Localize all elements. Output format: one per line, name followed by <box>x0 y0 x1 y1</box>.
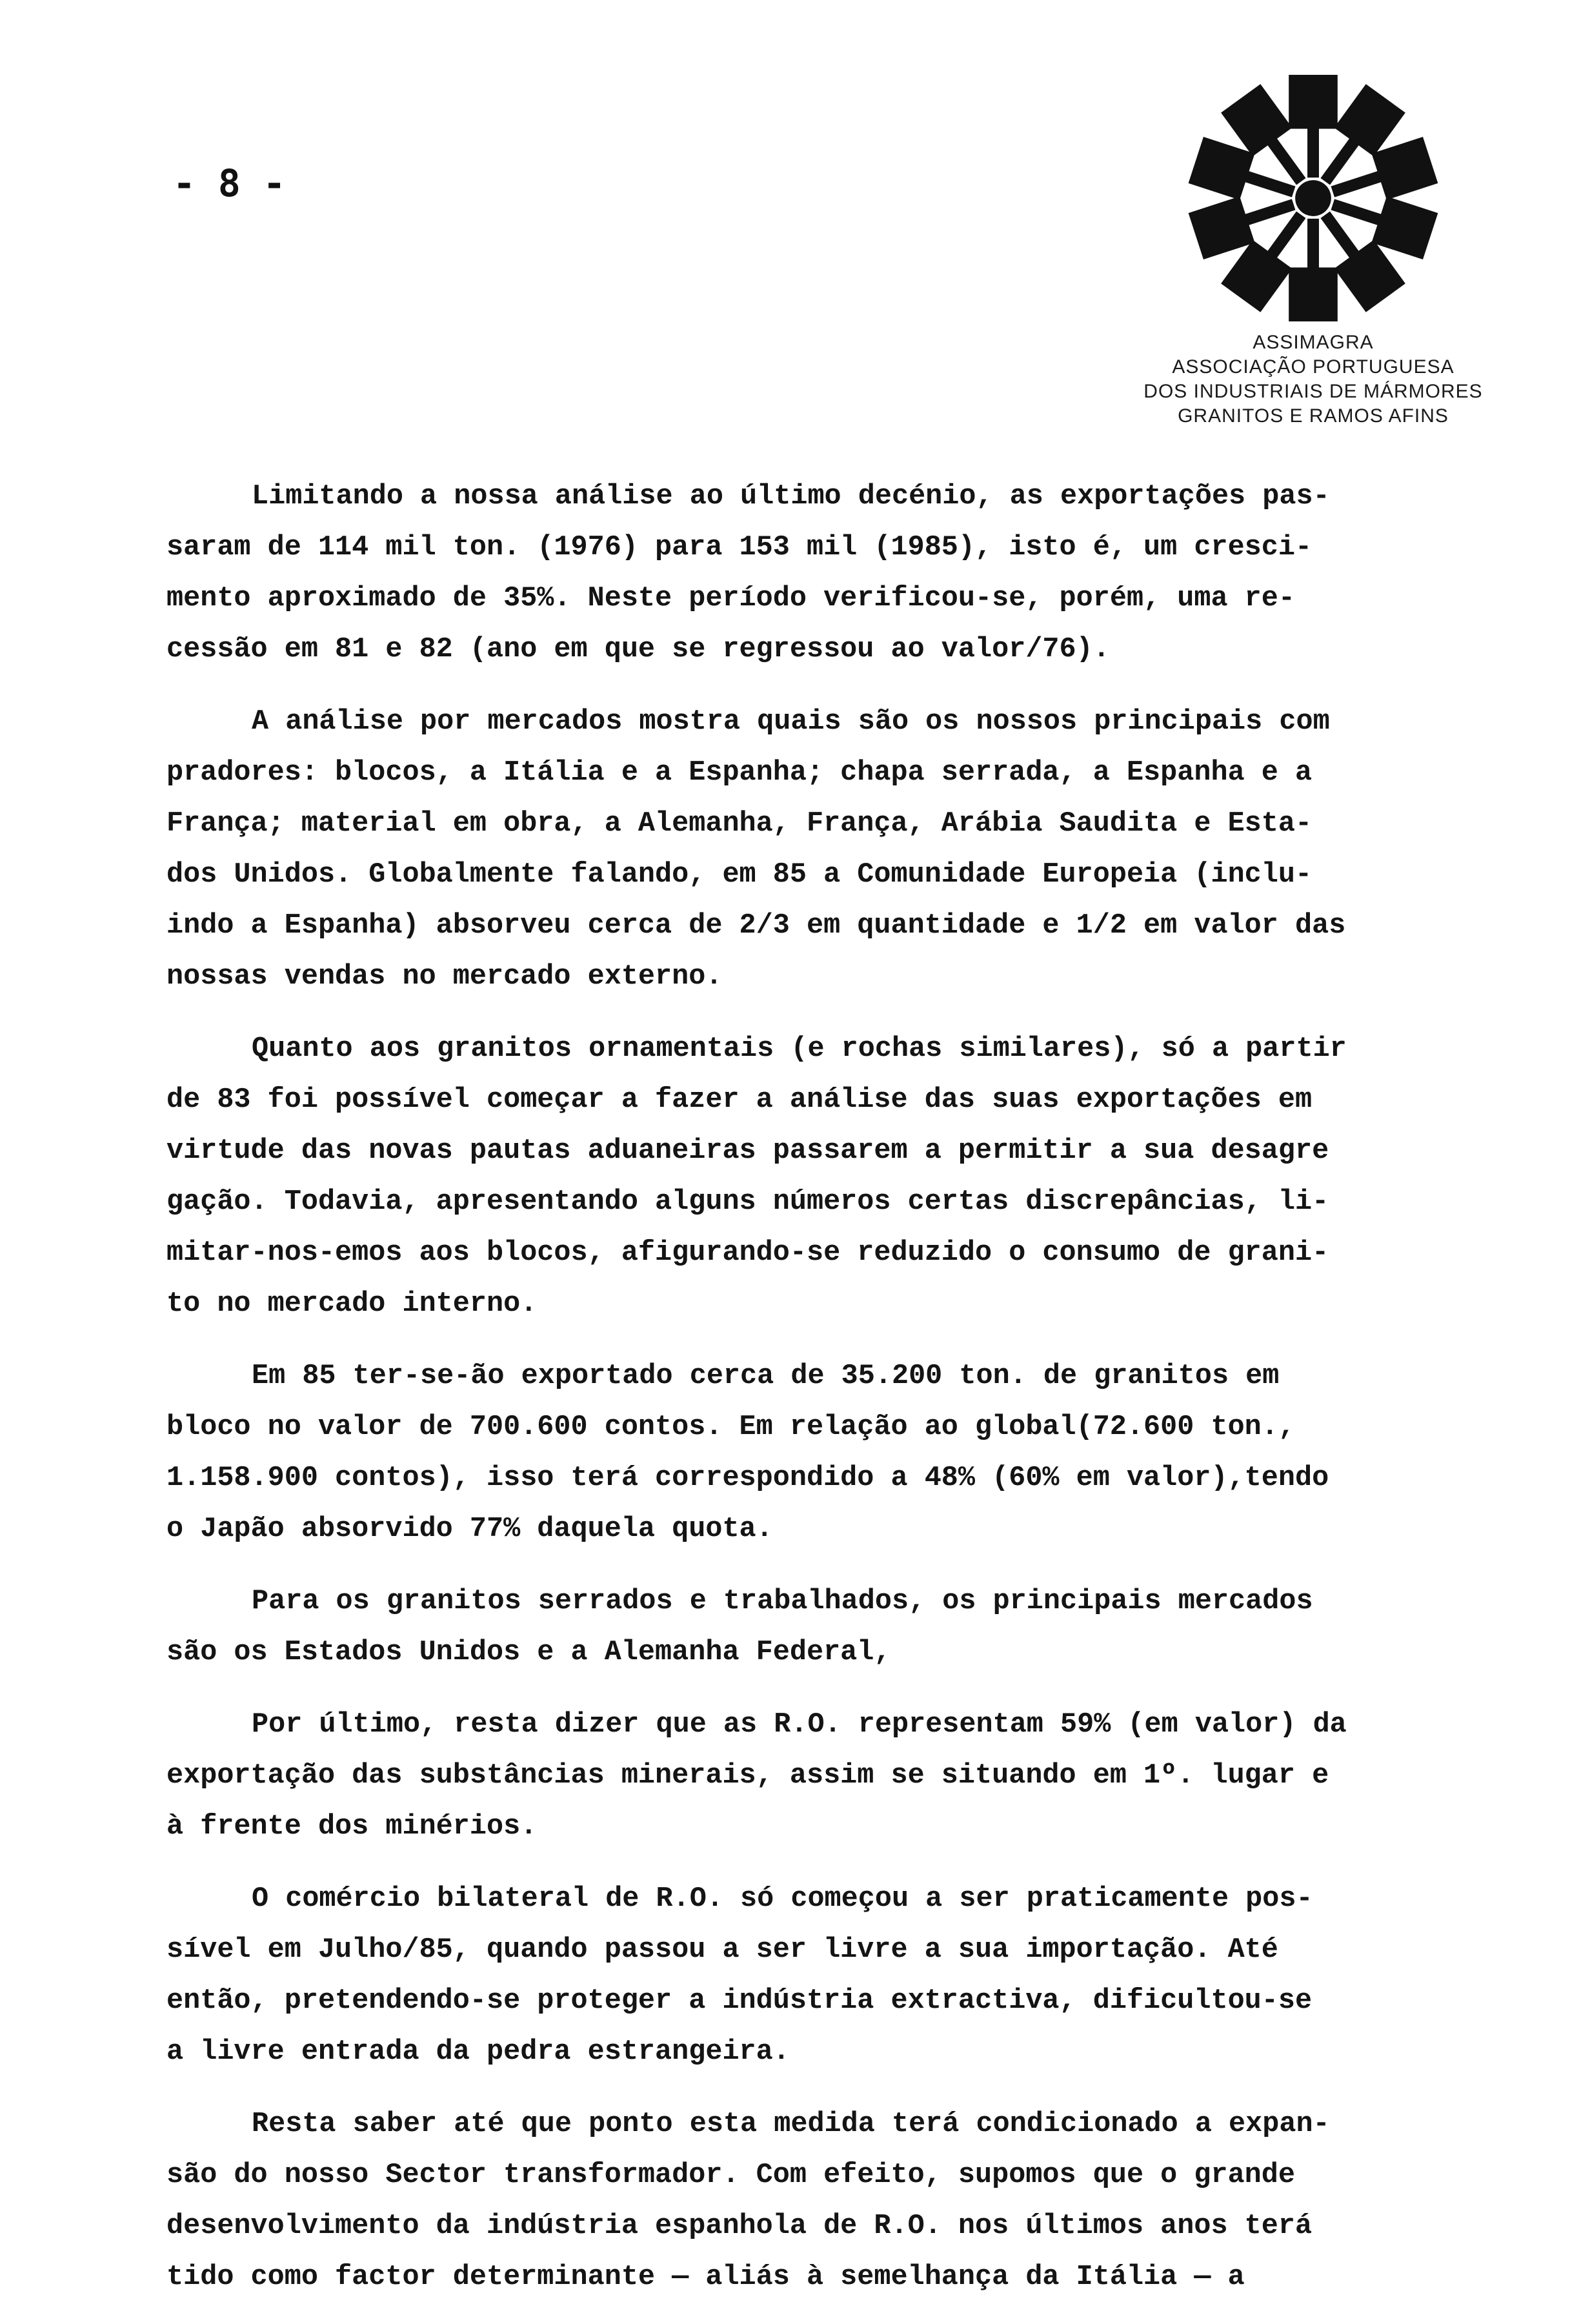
text-line: Por último, resta dizer que as R.O. representam 59% (em valor) da <box>252 1709 1347 1741</box>
text-line: to no mercado interno. <box>166 1288 538 1320</box>
text-line: são do nosso Sector transformador. Com efeito, supomos que o grande <box>166 2159 1295 2191</box>
text-line: Resta saber até que ponto esta medida terá condicionado a expan- <box>252 2108 1330 2140</box>
text-line: cessão em 81 e 82 (ano em que se regressou ao valor/76). <box>166 634 1110 665</box>
paragraph <box>166 1576 1509 1678</box>
text-line: nossas vendas no mercado externo. <box>166 961 723 993</box>
paragraph <box>166 1351 1509 1555</box>
text-line: A análise por mercados mostra quais são os nossos principais com <box>252 706 1330 738</box>
text-line: gação. Todavia, apresentando alguns números certas discrepâncias, li- <box>166 1186 1329 1218</box>
paragraph <box>166 471 1509 675</box>
paragraph <box>166 1024 1509 1329</box>
document-body <box>166 471 1509 2324</box>
paragraph <box>166 1699 1509 1852</box>
text-line: 1.158.900 contos), isso terá correspondido a 48% (60% em valor),tendo <box>166 1462 1329 1494</box>
text-line: virtude das novas pautas aduaneiras passarem a permitir a sua desagre <box>166 1135 1329 1167</box>
text-line: de 83 foi possível começar a fazer a análise das suas exportações em <box>166 1084 1313 1116</box>
text-line: França; material em obra, a Alemanha, França, Arábia Saudita e Esta- <box>166 808 1313 840</box>
text-line: à frente dos minérios. <box>166 1811 538 1843</box>
text-line: mitar-nos-emos aos blocos, afigurando-se reduzido o consumo de grani- <box>166 1237 1329 1269</box>
text-line: pradores: blocos, a Itália e a Espanha; chapa serrada, a Espanha e a <box>166 757 1313 789</box>
assimagra-logo-icon <box>1185 70 1442 327</box>
text-line: a livre entrada da pedra estrangeira. <box>166 2036 790 2068</box>
org-name: ASSIMAGRA <box>1253 332 1374 353</box>
org-line-4: GRANITOS E RAMOS AFINS <box>1178 405 1449 427</box>
text-line: indo a Espanha) absorveu cerca de 2/3 em quantidade e 1/2 em valor das <box>166 910 1346 942</box>
org-line-3: DOS INDUSTRIAIS DE MÁRMORES <box>1143 381 1483 402</box>
text-line: são os Estados Unidos e a Alemanha Federal, <box>166 1637 891 1668</box>
paragraph <box>166 2099 1509 2303</box>
text-line: desenvolvimento da indústria espanhola de R.O. nos últimos anos terá <box>166 2210 1313 2242</box>
text-line: bloco no valor de 700.600 contos. Em relação ao global(72.600 ton., <box>166 1411 1295 1443</box>
text-line: Limitando a nossa análise ao último decénio, as exportações pas- <box>252 481 1330 512</box>
text-line: O comércio bilateral de R.O. só começou a ser praticamente pos- <box>252 1883 1313 1915</box>
text-line: mento aproximado de 35%. Neste período verificou-se, porém, uma re- <box>166 583 1295 614</box>
text-line: então, pretendendo-se proteger a indústria extractiva, dificultou-se <box>166 1985 1313 2017</box>
text-line: Para os granitos serrados e trabalhados, os principais mercados <box>252 1586 1313 1617</box>
paragraph <box>166 696 1509 1002</box>
page-number: - 8 - <box>173 161 286 205</box>
text-line: sível em Julho/85, quando passou a ser livre a sua importação. Até <box>166 1934 1278 1966</box>
text-line: dos Unidos. Globalmente falando, em 85 a Comunidade Europeia (inclu- <box>166 859 1313 891</box>
text-line: saram de 114 mil ton. (1976) para 153 mil (1985), isto é, um cresci- <box>166 532 1313 563</box>
text-line: Quanto aos granitos ornamentais (e rochas similares), só a partir <box>252 1033 1347 1065</box>
org-line-2: ASSOCIAÇÃO PORTUGUESA <box>1172 356 1454 378</box>
organization-caption <box>1071 330 1555 429</box>
text-line: tido como factor determinante — aliás à semelhança da Itália — a <box>166 2261 1245 2293</box>
text-line: Em 85 ter-se-ão exportado cerca de 35.200 ton. de granitos em <box>252 1360 1280 1392</box>
text-line: exportação das substâncias minerais, assim se situando em 1º. lugar e <box>166 1760 1329 1792</box>
paragraph <box>166 1874 1509 2077</box>
text-line: o Japão absorvido 77% daquela quota. <box>166 1513 773 1545</box>
